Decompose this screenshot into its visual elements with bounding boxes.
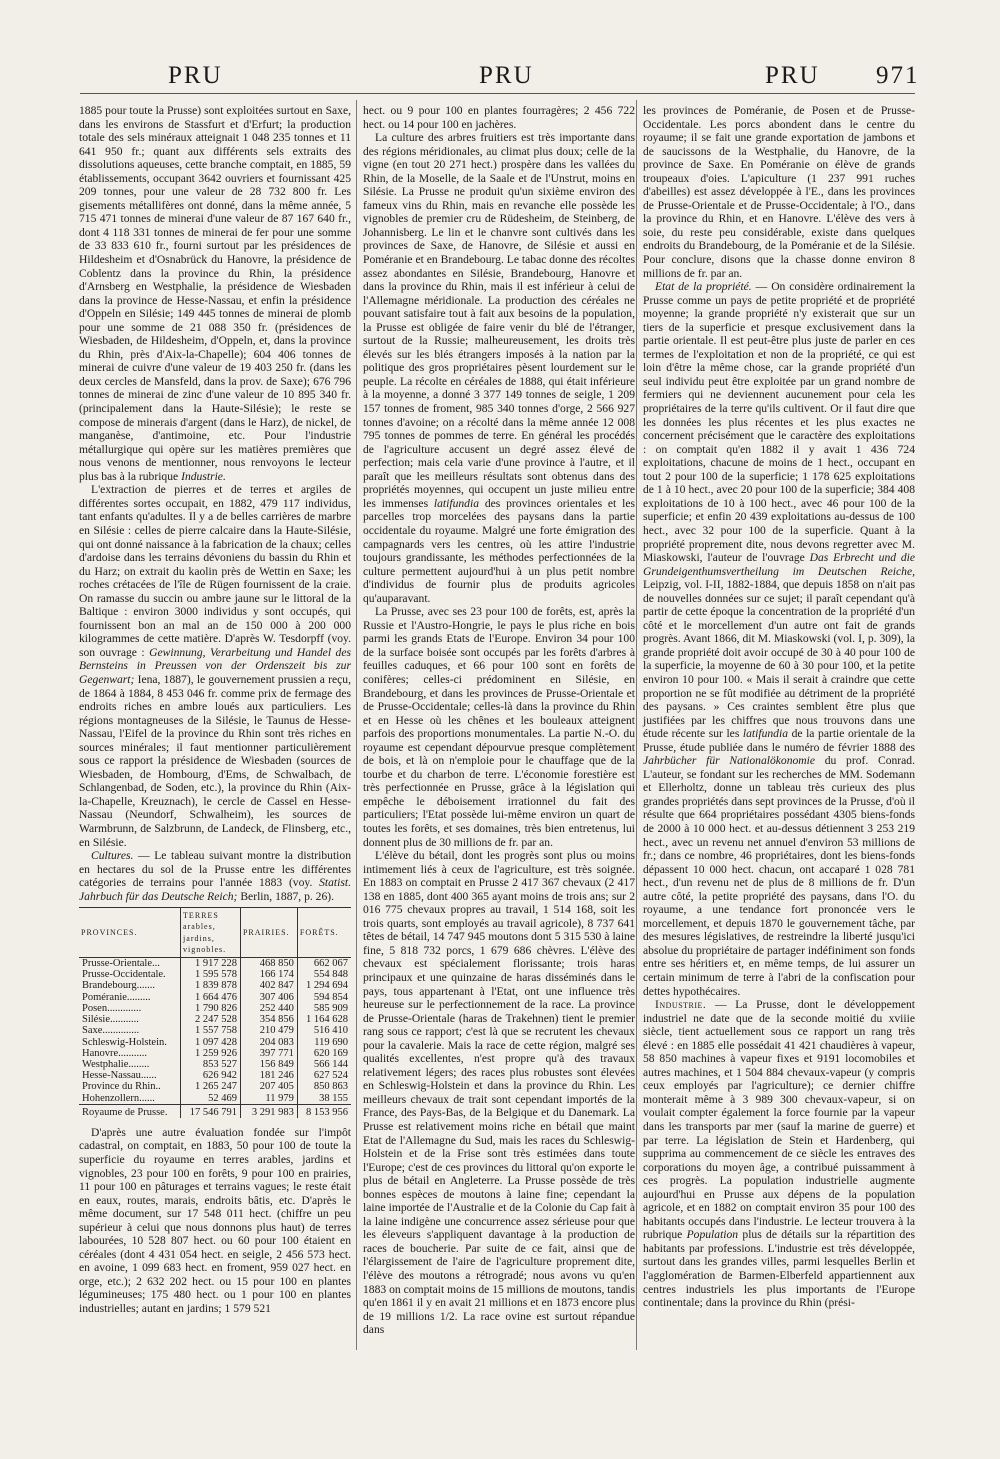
value-cell: 594 854: [297, 992, 351, 1003]
province-cell: Poméranie.........: [82, 991, 151, 1003]
province-cell: Westphalie........: [82, 1058, 150, 1070]
table-row: [79, 1025, 351, 1036]
paragraph: [643, 104, 915, 280]
value-cell: 11 979: [240, 1093, 297, 1105]
province-cell: Province du Rhin..: [82, 1081, 161, 1093]
value-cell: 8 153 956: [297, 1104, 351, 1118]
italic-title: Jahrbücher für Nationalökonomie: [643, 754, 816, 768]
column-header: PRAIRIES.: [240, 908, 297, 958]
header-line: arables,: [183, 922, 216, 932]
column-header: FORÊTS.: [297, 908, 351, 958]
province-cell: Royaume de Prusse.: [79, 1104, 181, 1118]
value-cell: 626 942: [181, 1070, 241, 1081]
header-line: jardins,: [183, 933, 215, 943]
table-row: [79, 992, 351, 1003]
italic-title: Gewinnung, Verarbeitung und Handel des Bernsteins in Preussen von der Ordenszeit bis zur Gegenwart;: [79, 645, 351, 686]
paragraph: [363, 104, 635, 131]
table-total-row: [79, 1104, 351, 1118]
italic-title: Das Erbrecht und die Grundeigenthumsvertheilung im Deutschen Reiche,: [643, 551, 916, 578]
value-cell: 1 097 428: [181, 1037, 241, 1048]
text: L'élève du bétail, dont les progrès sont plus ou moins intimement liés à ceux de l'agriculture, est très soignée. En 1883 on comptait en Prusse 2 417 367 chevaux (2 417 138 en 1885, dont 400 365 ayant moins de trois ans; sur 2 016 775 chevaux propres au travail, 1 514 168, soit les trois quarts, sont employés au travail agricole), 8 737 641 têtes de bétail, 14 747 945 moutons dont 5 315 530 à laine fine, 5 818 732 porcs, 1 679 686 chèvres. L'élève des chevaux est spécialement florissante; trois haras principaux et une quinzaine de haras disséminés dans le pays, tous appartenant à l'Etat, ont une influence très heureuse sur le perfectionnement de la race. La province de Prusse-Orientale (haras de Trakehnen) tient le premier rang sous ce rapport; c'est là que se recrutent les chevaux pour la cavalerie. Mais la race de cette région, malgré ses qualités excellentes, n'est propre qu'à des travaux relativement légers; des races plus robustes sont élevées en Schleswig-Holstein et dans la province du Rhin. Les meilleurs chevaux de trait sont cependant importés de la France, des Pays-Bas, de la Belgique et du Danemark. La Prusse est relativement moins riche en bétail que maint Etat de l'Allemagne du Sud, mais les races du Schleswig-Holstein et de la Frise sont très estimées dans toute l'Europe; c'est de ces provinces du littoral qu'on exporte le plus de bétail en Angleterre. La Prusse possède de très bonnes espèces de moutons à laine fine; cependant la laine importée de l'Australie et de la Colonie du Cap fait à la laine indigène une concurrence assez sérieuse pour que les éleveurs s'appliquent davantage à la production de races de boucherie. Par suite de ce fait, ainsi que de l'élargissement de l'aire de l'agriculture proprement dite, l'élève des moutons a rétrogradé; nous avons vu qu'en 1883 on comptait moins de 15 millions de moutons, tandis qu'en 1861 il y en avait 21 millions et en 1873 encore plus de 19 millions 1/2. La race ovine est surtout répandue dans: [363, 849, 635, 1337]
value-cell: 516 410: [297, 1025, 351, 1036]
section-label: Etat de la propriété.: [655, 280, 752, 294]
value-cell: 2 247 528: [181, 1014, 241, 1025]
value-cell: 397 771: [240, 1048, 297, 1059]
text: 1885 pour toute la Prusse) sont exploitées surtout en Saxe, dans les environs de Stassfurt et d'Erfurt; la production totale des sels minéraux atteignait 1 048 235 tonnes et 11 641 950 fr.; quant aux différents sels extraits des dissolutions aqueuses, cette branche comptait, en 1885, 59 établissements, occupant 3642 ouvriers et fournissant 425 209 tonnes, pour une valeur de 28 732 800 fr. Les gisements métallifères ont donné, dans la même année, 5 715 471 tonnes de minerai d'une valeur de 87 167 640 fr., dont 4 118 331 tonnes de minerai de fer pour une somme de 33 833 610 fr., fourni surtout par les présidences de Hildesheim et d'Osnabrück du Hanovre, la présidence de Coblentz dans la province du Rhin, la présidence d'Arnsberg en Westphalie, la présidence de Wiesbaden dans la province de Hesse-Nassau, et enfin la présidence d'Oppeln en Silésie; 149 445 tonnes de minerai de plomb pour une somme de 21 088 350 fr. (présidences de Wiesbaden, de Hildesheim, d'Oppeln, et, dans la province du Rhin, près d'Aix-la-Chapelle); 604 406 tonnes de minerai de cuivre d'une valeur de 19 403 250 fr. (dans les deux cercles de Mansfeld, dans la prov. de Saxe); 676 796 tonnes de minerai de zinc d'une valeur de 10 895 340 fr. (principalement dans la Haute-Silésie); le reste se compose de minerais d'argent (dans le Harz), de nickel, de manganèse, d'antimoine, etc. Pour l'industrie métallurgique qui opère sur les matières premières que nous venons de mentionner, nous renvoyons le lecteur plus bas à la rubrique: [79, 104, 351, 483]
value-cell: 468 850: [240, 958, 297, 970]
value-cell: 1 917 228: [181, 958, 241, 970]
column-header: [181, 908, 241, 958]
italic-word: latifundia: [742, 727, 788, 741]
header-line: TERRES: [183, 911, 219, 921]
text: Iena, 1887), le gouvernement prussien a reçu, de 1864 à 1884, 8 453 046 fr. comme prix de fermage des endroits riches en ambre loués aux particuliers. Les régions montagneuses de la Silésie, le Taunus de Hesse-Nassau, l'Eifel de la province du Rhin sont très riches en sources minérales; il faut mentionner particulièrement sous ce rapport la présidence de Wiesbaden (sources de Wiesbaden, de Hombourg, d'Ems, de Schwalbach, de Schlangenbad, de Soden, etc.), la province du Rhin (Aix-la-Chapelle, Kreuznach), le cercle de Cassel en Hesse-Nassau (Neundorf, Schwalheim), les sources de Warmbrunn, de Salzbrunn, de Landeck, de Flinsberg, etc., en Silésie.: [79, 672, 351, 849]
table-row: [79, 969, 351, 980]
paragraph: [643, 280, 915, 998]
text: hect. ou 9 pour 100 en plantes fourragères; 2 456 722 hect. ou 14 pour 100 en jachères.: [363, 104, 635, 131]
province-cell: Hesse-Nassau......: [82, 1070, 157, 1082]
province-cell: Schleswig-Holstein.: [82, 1036, 167, 1048]
text: — La Prusse, dont le développement industriel ne date que de la seconde moitié du xviiie siècle, tient actuellement sous ce rapport un rang très élevé : en 1885 elle possédait 41 421 chaudières à vapeur, 58 850 machines à vapeur fixes et 9191 locomobiles et autres machines, et 1 504 884 chevaux-vapeur (y compris ceux employés par l'agriculture); ce dernier chiffre monterait même à 3 989 300 chevaux-vapeur, si on voulait compter également la force fournie par la vapeur dans les transports par mer (sauf la marine de guerre) et par terre. La législation de Stein et Hardenberg, qui supprima au commencement de ce siècle les entraves des corporations du moyen âge, a contribué puissamment à ces progrès. La population industrielle augmente aujourd'hui en Prusse aux dépens de la population agricole, et en 1882 on comptait environ 35 pour 100 des habitants occupés dans l'industrie. Le lecteur trouvera à la rubrique: [643, 998, 915, 1242]
value-cell: 307 406: [240, 992, 297, 1003]
italic-ref: Population: [686, 1228, 739, 1242]
value-cell: 1 595 578: [181, 969, 241, 980]
value-cell: 620 169: [297, 1048, 351, 1059]
column-divider: [636, 100, 637, 1350]
value-cell: 585 909: [297, 1003, 351, 1014]
table-row: [79, 1081, 351, 1092]
running-head-right: PRU: [765, 62, 820, 89]
value-cell: 3 291 983: [240, 1104, 297, 1118]
table-row: [79, 1048, 351, 1059]
table-row: [79, 980, 351, 991]
value-cell: 1 839 878: [181, 980, 241, 991]
paragraph: [79, 1126, 351, 1316]
province-cell: Saxe..............: [82, 1025, 140, 1037]
text: les provinces de Poméranie, de Posen et de Prusse-Occidentale. Les porcs abondent dans le centre du royaume; il se fait une grande exportation de jambons et de saucissons de la Westphalie, du Hanovre, de la province de Saxe. En Poméranie on élève de grands troupeaux d'oies. L'apiculture (1 237 991 ruches d'abeilles) est assez développée à l'E., dans les provinces de Prusse-Orientale et de Prusse-Occidentale; à l'O., dans la province du Rhin, et en Hanovre. L'élève des vers à soie, du reste peu considérable, existe dans quelques endroits du Brandebourg, de la Poméranie et de la Silésie. Pour conclure, disons que la chasse donne environ 8 millions de fr. par an.: [643, 104, 915, 280]
value-cell: 850 863: [297, 1081, 351, 1092]
province-cell: Brandebourg.......: [82, 980, 156, 992]
land-distribution-table: [79, 907, 351, 1118]
value-cell: 1 265 247: [181, 1081, 241, 1092]
province-cell: Hanovre...........: [82, 1047, 148, 1059]
text: L'extraction de pierres et de terres et argiles de différentes sortes occupait, en 1882, 479 117 individus, tant enfants qu'adultes. Il y a de belles carrières de marbre en Silésie : celles de pierre calcaire dans la Haute-Silésie, qui ont donné naissance à la fabrication de la chaux; celles d'ardoise dans les terrains dévoniens du bassin du Rhin et du Harz; on extrait du kaolin près de Wettin en Saxe; les roches crétacées de l'île de Rügen fournissent de la craie. On ramasse du succin ou ambre jaune sur le littoral de la Baltique : environ 3000 individus y sont occupés, qui fournissent bon an mal an de 150 000 à 200 000 kilogrammes de cette matière. D'après W. Tesdorpff (voy. son ouvrage :: [79, 483, 351, 659]
text: Leipzig, vol. I-II, 1882-1884, que depuis 1858 on n'ait pas de nouvelles données sur ce sujet; il paraît cependant qu'à partir de cette époque la concentration de la propriété d'un côté et le morcellement d'un autre ont fait de grands progrès. Avant 1866, dit M. Miaskowski (vol. I, p. 309), la grande propriété doit avoir occupé de 30 à 40 pour 100 de la superficie, la moyenne de 60 à 30 pour 100, et la petite environ 10 pour 100. « Mais il serait à craindre que cette proportion ne se fût modifiée au détriment de la propriété des paysans. » Ces craintes semblent être plus que justifiées par les chiffres que nous trouvons dans une étude récente sur les: [643, 578, 915, 741]
value-cell: 204 083: [240, 1037, 297, 1048]
running-head-center: PRU: [479, 62, 534, 89]
value-cell: 1 164 628: [297, 1014, 351, 1025]
value-cell: 1 664 476: [181, 992, 241, 1003]
italic-word: latifundia: [433, 496, 479, 510]
table-row: [79, 1059, 351, 1070]
text: — Le tableau suivant montre la distribution en hectares du sol de la Prusse entre les différentes catégories de terrains pour l'année 1883 (voy.: [79, 849, 351, 890]
text-column-right: [643, 104, 915, 1310]
text-column-left: [79, 104, 351, 1316]
page-header: [0, 62, 1000, 102]
text: — On considère ordinairement la Prusse comme un pays de petite propriété et de propriété moyenne; la grande propriété n'y existerait que sur un tiers de la superficie et presque exclusivement dans la partie orientale. Il est peut-être plus juste de parler en ces termes de l'exploitation et non de la propriété, ce qui est loin d'être la même chose, car la grande propriété d'un seul individu peut être exploitée par un grand nombre de fermiers qui ne deviennent aucunement pour cela les propriétaires de la terre qu'ils cultivent. Or il faut dire que les données les plus récentes et les plus exactes ne concernent précisément que le caractère des exploitations : on comptait qu'en 1882 il y avait 1 436 724 exploitations, chacune de moins de 1 hect., occupant en tout 2 pour 100 de la superficie; 1 178 625 exploitations de 1 à 10 hect., avec 20 pour 100 de la superficie; 384 408 exploitations de 10 à 100 hect., avec 46 pour 100 de la superficie; et enfin 20 439 exploitations au-dessus de 100 hect., avec 32 pour 100 de la superficie. Quant à la propriété proprement dite, nous devons regretter avec M. Miaskowski, l'auteur de l'ouvrage: [643, 280, 915, 565]
value-cell: 166 174: [240, 969, 297, 980]
value-cell: 566 144: [297, 1059, 351, 1070]
section-label: Industrie.: [655, 998, 707, 1012]
province-cell: Hohenzollern......: [82, 1092, 155, 1104]
paragraph: [363, 605, 635, 849]
italic-ref: Industrie.: [181, 469, 226, 483]
value-cell: 38 155: [297, 1093, 351, 1105]
text: La culture des arbres fruitiers est très importante dans des régions méridionales, au climat plus doux; celle de la vigne (en tout 20 271 hect.) prospère dans les vallées du Rhin, de la Moselle, de la Saale et de l'Unstrut, moins en Silésie. La Prusse ne produit qu'un sixième environ des fameux vins du Rhin, mais en revanche elle possède les vignobles de premier cru de Rüdesheim, de Steinberg, de Johannisberg. Le lin et le chanvre sont cultivés dans les provinces de Saxe, de Hanovre, de Silésie et aussi en Poméranie et en Brandebourg. Le tabac donne des récoltes assez abondantes en Silésie, Brandebourg, Hanovre et dans la province du Rhin, mais il est inférieur à celui de l'Allemagne méridionale. La production des céréales ne pouvant satisfaire tout à fait aux besoins de la population, la Prusse est obligée de faire venir du blé de l'étranger, surtout de la Russie; malheureusement, les droits très élevés sur les blés étrangers imposés à la nation par la politique des gros propriétaires pèsent lourdement sur le peuple. La récolte en céréales de 1888, qui était inférieure à la moyenne, a donné 3 377 149 tonnes de seigle, 1 209 157 tonnes de froment, 985 340 tonnes d'orge, 2 566 927 tonnes d'avoine; on a récolté dans la même année 12 008 795 tonnes de pommes de terre. En général les procédés de l'agriculture accusent un degré assez élevé de perfection; mais cela varie d'une province à l'autre, et il paraît que les meilleurs résultats sont obtenus dans des propriétés moyennes, qui occupent un juste milieu entre les immenses: [363, 131, 635, 510]
paragraph: [363, 131, 635, 605]
value-cell: 402 847: [240, 980, 297, 991]
table-row: [79, 958, 351, 970]
table-row: [79, 1037, 351, 1048]
value-cell: 627 524: [297, 1070, 351, 1081]
table-row: [79, 1070, 351, 1081]
value-cell: 181 246: [240, 1070, 297, 1081]
value-cell: 252 440: [240, 1003, 297, 1014]
text: Berlin, 1887, p. 26).: [240, 889, 335, 903]
value-cell: 1 557 758: [181, 1025, 241, 1036]
text: du prof. Conrad. L'auteur, se fondant sur les recherches de MM. Sodemann et Ellerholtz, donne un tableau très curieux des plus grandes propriétés dans sept provinces de la Prusse, d'où il résulte que 664 propriétaires possédant 4305 biens-fonds de 2000 à 10 000 hect. et au-dessus détiennent 3 253 219 hect., avec un revenu net annuel d'environ 53 millions de fr.; dans ce nombre, 46 propriétaires, dont les biens-fonds dépassent 10 000 hect. chacun, ont accaparé 1 028 781 hect., d'un revenu net de plus de 8 millions de fr. D'un autre côté, la petite propriété des paysans, dans l'O. du royaume, a une tendance fort prononcée vers le morcellement, et depuis 1870 le gouvernement tâche, par des mesures législatives, de restreindre la liberté jusqu'ici absolue du propriétaire de partager indéfiniment son fonds entre ses héritiers et, en même temps, de lui assurer un certain minimum de terre à l'abri de la confiscation pour dettes hypothécaires.: [643, 754, 915, 998]
value-cell: 1 790 826: [181, 1003, 241, 1014]
value-cell: 354 856: [240, 1014, 297, 1025]
header-rule: [80, 93, 915, 94]
province-cell: Silésie...........: [82, 1014, 139, 1026]
value-cell: 210 479: [240, 1025, 297, 1036]
province-cell: Prusse-Orientale...: [82, 958, 160, 970]
province-cell: Posen.............: [82, 1002, 142, 1014]
text: La Prusse, avec ses 23 pour 100 de forêts, est, après la Russie et l'Austro-Hongrie, le pays le plus riche en bois parmi les grands Etats de l'Europe. Environ 34 pour 100 de la surface boisée sont occupés par les forêts d'arbres à feuilles caduques, et 66 pour 100 sont en forêts de conifères; celles-ci prédominent en Silésie, en Brandebourg, et dans les provinces de Prusse-Orientale et de Prusse-Occidentale; celles-là dans la province du Rhin et en Hesse où les chênes et les bouleaux atteignent parfois des proportions monumentales. La partie N.-O. du royaume est cependant dépourvue presque complètement de bois, et là on n'emploie pour le chauffage que de la tourbe et du charbon de terre. L'économie forestière est très perfectionnée en Prusse, grâce à la législation qui empêche le déboisement irrationnel du fait des particuliers; l'Etat possède lui-même environ un quart de toutes les forêts, et ses domaines, très bien entretenus, lui donnent plus de 30 millions de fr. par an.: [363, 605, 635, 849]
text: D'après une autre évaluation fondée sur l'impôt cadastral, on comptait, en 1883, 50 pour 100 de toute la superficie du royaume en terres arables, jardins et vignobles, 23 pour 100 en forêts, 9 pour 100 en prairies, 11 pour 100 en pâturages et terrains vagues; le reste était en eaux, routes, marais, endroits bâtis, etc. D'après le même document, sur 17 548 011 hect. (chiffre un peu supérieur à celui que nous donnons plus haut) de terres labourées, 10 528 807 hect. ou 60 pour 100 étaient en céréales (dont 4 431 054 hect. en seigle, 2 456 573 hect. en avoine, 1 099 683 hect. en froment, 959 027 hect. en orge, etc.); 2 632 202 hect. ou 15 pour 100 en plantes légumineuses; 175 480 hect. ou 1 pour 100 en plantes industrielles; autant en jardins; 1 579 521: [79, 1125, 351, 1316]
value-cell: 17 546 791: [181, 1104, 241, 1118]
running-head-left: PRU: [168, 62, 223, 89]
paragraph: [643, 998, 915, 1310]
text: des provinces orientales et les parcelles trop morcelées des paysans dans la partie occidentale du royaume. Malgré une forte émigration des campagnards vers les centres, où les attire l'industrie toujours grandissante, les méthodes perfectionnées de la culture permettent aujourd'hui à un plus petit nombre d'individus de fournir plus de produits agricoles qu'auparavant.: [363, 496, 635, 605]
table-row: [79, 1093, 351, 1105]
italic-title: Statist. Jahrbuch für das Deutsche Reich;: [79, 876, 351, 903]
paragraph: [79, 849, 351, 903]
text-column-middle: [363, 104, 635, 1337]
value-cell: 119 690: [297, 1037, 351, 1048]
column-divider: [356, 100, 357, 1350]
value-cell: 156 849: [240, 1059, 297, 1070]
paragraph: [79, 483, 351, 849]
value-cell: 1 259 926: [181, 1048, 241, 1059]
table-row: [79, 1014, 351, 1025]
value-cell: 1 294 694: [297, 980, 351, 991]
value-cell: 853 527: [181, 1059, 241, 1070]
text: de la partie orientale de la Prusse, étude publiée dans le numéro de février 1888 des: [643, 727, 915, 754]
section-label: Cultures.: [91, 849, 134, 863]
page-number: 971: [876, 62, 920, 89]
paragraph: [79, 104, 351, 483]
value-cell: 207 405: [240, 1081, 297, 1092]
value-cell: 52 469: [181, 1093, 241, 1105]
province-cell: Prusse-Occidentale.: [82, 969, 166, 981]
header-line: vignobles.: [183, 944, 227, 954]
column-header: PROVINCES.: [79, 908, 181, 958]
text: plus de détails sur la répartition des habitants par professions. L'industrie est très développée, surtout dans les grandes villes, parmi lesquelles Berlin et l'agglomération de Barmen-Elberfeld appartiennent aux centres industriels les plus importants de l'Europe continentale; dans la province du Rhin (prési-: [643, 1228, 915, 1310]
value-cell: 662 067: [297, 958, 351, 970]
value-cell: 554 848: [297, 969, 351, 980]
paragraph: [363, 849, 635, 1337]
table-row: [79, 1003, 351, 1014]
